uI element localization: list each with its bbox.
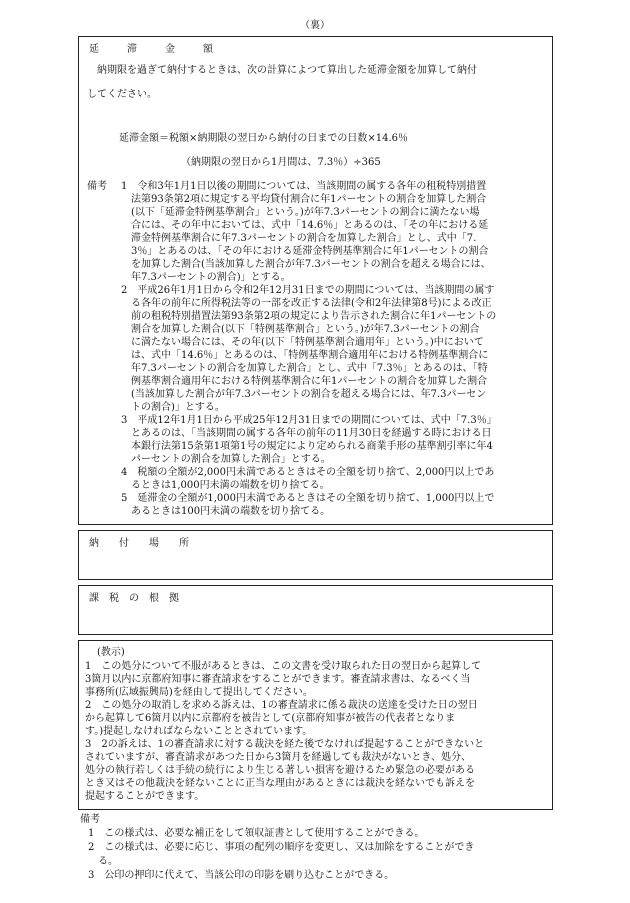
late-fee-note-line: トの割合)」とする。 — [121, 402, 225, 413]
form-note-line: 2 この様式は、必要に応じ、事項の配列の順序を変更し、又は加除をすることができ — [88, 842, 475, 853]
late-fee-note-line: 年7.3パーセントの割合を加算した割合」とし、式中「7.3％」とあるのは、「特 — [121, 363, 488, 374]
late-fee-note-line: 3％」とあるのは、「その年における延滞金特例基準割合に年1パーセントの割合 — [121, 246, 489, 257]
form-notes-label: 備考 — [80, 814, 100, 825]
late-fee-note-line: るときは1,000円未満の端数を切り捨てる。 — [121, 480, 330, 491]
page-caption: （裏） — [300, 20, 330, 31]
tax-basis-section — [78, 585, 553, 635]
instruction-lines — [85, 660, 484, 803]
late-fee-note-line: 年7.3パーセントの割合)」とする。 — [121, 272, 291, 283]
instruction-line: されていますが、審査請求があつた日から3箇月を経過しても裁決がないとき、処分、 — [85, 752, 471, 763]
instruction-line: 1 この処分について不服があるときは、この文書を受け取られた日の翌日から起算して — [85, 661, 482, 672]
form-note-line: 1 この様式は、必要な補正をして領収証書として使用することができる。 — [88, 828, 425, 839]
instruction-line: 処分の執行若しくは手続の続行により生じる著しい損害を避けるため緊急の必要がある — [85, 765, 475, 776]
late-fee-note-line: を加算した割合(当該加算した割合が年7.3パーセントの割合を超える場合には、 — [121, 259, 491, 270]
instruction-line: 3 2の訴えは、1の審査請求に対する裁決を経た後でなければ提起することができないと — [85, 739, 485, 750]
late-fee-note-line: る各年の前年に所得税法等の一部を改正する法律(令和2年法律第8号)による改正 — [121, 298, 492, 309]
late-fee-note-line: 割合を加算した割合(以下「特例基準割合」という。)が年7.3パーセントの割合 — [121, 324, 480, 335]
instruction-label: (教示) — [97, 647, 125, 658]
instruction-line: とき又はその他裁決を経ないことに正当な理由があるときには裁決を経ないでも訴えを — [85, 778, 475, 789]
late-fee-heading: 延 滞 金 額 — [89, 44, 222, 55]
late-fee-note-line: 例基準割合適用年における特例基準割合に年1パーセントの割合を加算した割合 — [121, 376, 488, 387]
late-fee-note-line: に満たない場合には、その年(以下「特例基準割合適用年」という。)中において — [121, 337, 484, 348]
late-fee-note-line: 本銀行法第15条第1項第1号の規定により定められる商業手形の基準割引率に年4 — [121, 441, 493, 452]
instruction-line: 3箇月以内に京都府知事に審査請求をすることができます。審査請求書は、なるべく当 — [85, 674, 471, 685]
instruction-line: す。)提起しなければならないこととされています。 — [85, 726, 313, 737]
form-notes-lines — [88, 827, 474, 883]
late-fee-note-line: 2 平成26年1月1日から令和2年12月31日までの期間については、当該期間の属す — [121, 285, 495, 296]
late-fee-note-line: 1 令和3年1月1日以後の期間については、当該期間の属する各年の租税特別措置 — [121, 181, 487, 192]
late-fee-note-line: 法第93条第2項に規定する平均貸付割合に年1パーセントの割合を加算した割合 — [121, 194, 487, 205]
payment-place-section — [78, 530, 553, 580]
instruction-section — [78, 640, 553, 810]
late-fee-note-line: (当該加算した割合が年7.3パーセントの割合を超える場合には、年7.3パーセン — [121, 389, 487, 400]
late-fee-note-line: 合には、その年中においては、式中「14.6％」とあるのは、「その年における延 — [121, 220, 489, 231]
late-fee-note-line: 滞金特例基準割合に年7.3パーセントの割合を加算した割合」とし、式中「7. — [121, 233, 477, 244]
late-fee-note-line: は、式中「14.6％」とあるのは、「特例基準割合適用年における特例基準割合に — [121, 350, 489, 361]
late-fee-note-line: パーセントの割合を加算した割合」とする。 — [121, 454, 331, 465]
late-fee-formula: 延滞金額＝税額×納期限の翌日から納付の日までの日数×14.6％ — [119, 133, 409, 144]
late-fee-note-line: (以下「延滞金特例基準割合」という。)が年7.3パーセントの割合に満たない場 — [121, 207, 480, 218]
late-fee-intro-line-1: 納期限を過ぎて納付するときは、次の計算によつて算出した延滞金額を加算して納付 — [87, 65, 477, 76]
late-fee-note-line: 4 税額の全額が2,000円未満であるときはその全額を切り捨て、2,000円以上であ — [121, 467, 495, 478]
tax-basis-heading: 課 税 の 根 拠 — [89, 593, 179, 604]
late-fee-note-line: 5 延滞金の全額が1,000円未満であるときはその全額を切り捨て、1,000円以上で — [121, 493, 495, 504]
instruction-line: 2 この処分の取消しを求める訴えは、1の審査請求に係る裁決の送達を受けた日の翌日 — [85, 700, 478, 711]
late-fee-note-line: とあるのは、「当該期間の属する各年の前年の11月30日を経過する時における日 — [121, 428, 492, 439]
late-fee-note-line: あるときは100円未満の端数を切り捨てる。 — [121, 506, 331, 517]
form-note-line: る。 — [88, 856, 118, 867]
late-fee-note-line: 前の租税特別措置法第93条第2項の規定により告示された割合に年1パーセントの — [121, 311, 497, 322]
late-fee-note-line: 3 平成12年1月1日から平成25年12月31日までの期間については、式中「7.3％」 — [121, 415, 497, 426]
payment-place-heading: 納 付 場 所 — [89, 538, 194, 549]
instruction-line: から起算して6箇月以内に京都府を被告として(京都府知事が被告の代表者となりま — [85, 713, 456, 724]
instruction-line: 事務所(広域振興局)を経由して提出してください。 — [85, 687, 313, 698]
late-fee-formula-note: （納期限の翌日から1月間は、7.3％）÷365 — [181, 157, 381, 168]
instruction-line: 提起することができます。 — [85, 791, 205, 802]
late-fee-section — [78, 36, 553, 525]
late-fee-notes-label: 備考 — [87, 181, 107, 192]
late-fee-notes — [121, 180, 497, 518]
form-note-line: 3 公印の押印に代えて、当該公印の印影を刷り込むことができる。 — [88, 870, 395, 881]
late-fee-intro-line-2: してください。 — [87, 89, 157, 100]
